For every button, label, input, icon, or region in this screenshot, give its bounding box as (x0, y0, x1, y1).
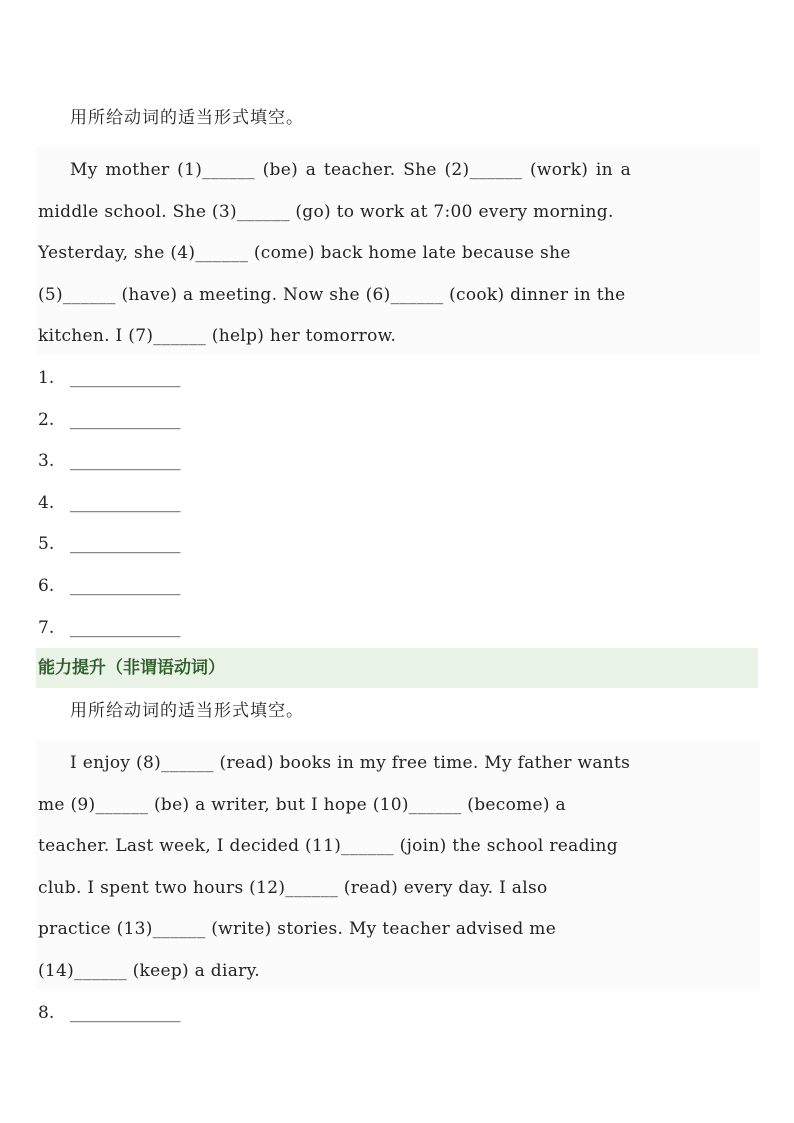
answer-blank[interactable]: _____________ (70, 576, 181, 596)
exercise2-line-2: me (9)______ (be) a writer, but I hope (10)______ (become) a (38, 795, 566, 815)
answer-number: 7. (38, 618, 55, 638)
answer-line[interactable] (38, 575, 181, 597)
exercise2-line-6: (14)______ (keep) a diary. (38, 961, 260, 981)
answer-number: 6. (38, 576, 55, 596)
answer-blank[interactable]: _____________ (70, 451, 181, 471)
exercise1-line-5: kitchen. I (7)______ (help) her tomorrow. (38, 326, 397, 346)
exercise2-line-5: practice (13)______ (write) stories. My teacher advised me (38, 919, 557, 939)
exercise2-line-1: I enjoy (8)______ (read) books in my free time. My father wants (70, 753, 631, 773)
answer-line[interactable] (38, 1002, 181, 1024)
answer-blank[interactable]: _____________ (70, 1003, 181, 1023)
answer-line[interactable] (38, 367, 181, 389)
exercise1-line-3: Yesterday, she (4)______ (come) back home late because she (38, 243, 571, 263)
answer-number: 4. (38, 493, 55, 513)
exercise1-line-1: My mother (1)______ (be) a teacher. She (2)______ (work) in a (70, 160, 632, 180)
answer-line[interactable] (38, 409, 181, 431)
exercise1-line-2: middle school. She (3)______ (go) to work at 7:00 every morning. (38, 202, 614, 222)
answer-blank[interactable]: _____________ (70, 534, 181, 554)
exercise2-instruction: 用所给动词的适当形式填空。 (70, 701, 304, 721)
answer-line[interactable] (38, 492, 181, 514)
answer-number: 2. (38, 410, 55, 430)
exercise2-line-3: teacher. Last week, I decided (11)______ (join) the school reading (38, 836, 618, 856)
answer-line[interactable] (38, 617, 181, 639)
answer-blank[interactable]: _____________ (70, 368, 181, 388)
exercise1-instruction: 用所给动词的适当形式填空。 (70, 108, 304, 128)
exercise2-line-4: club. I spent two hours (12)______ (read) every day. I also (38, 878, 548, 898)
answer-number: 5. (38, 534, 55, 554)
answer-blank[interactable]: _____________ (70, 410, 181, 430)
answer-line[interactable] (38, 450, 181, 472)
answer-line[interactable] (38, 533, 181, 555)
answer-blank[interactable]: _____________ (70, 618, 181, 638)
answer-blank[interactable]: _____________ (70, 493, 181, 513)
answer-number: 1. (38, 368, 55, 388)
answer-number: 3. (38, 451, 55, 471)
section-title: 能力提升（非谓语动词） (38, 658, 225, 678)
answer-number: 8. (38, 1003, 55, 1023)
exercise1-line-4: (5)______ (have) a meeting. Now she (6)______ (cook) dinner in the (38, 285, 626, 305)
exercise2-passage (36, 740, 760, 990)
